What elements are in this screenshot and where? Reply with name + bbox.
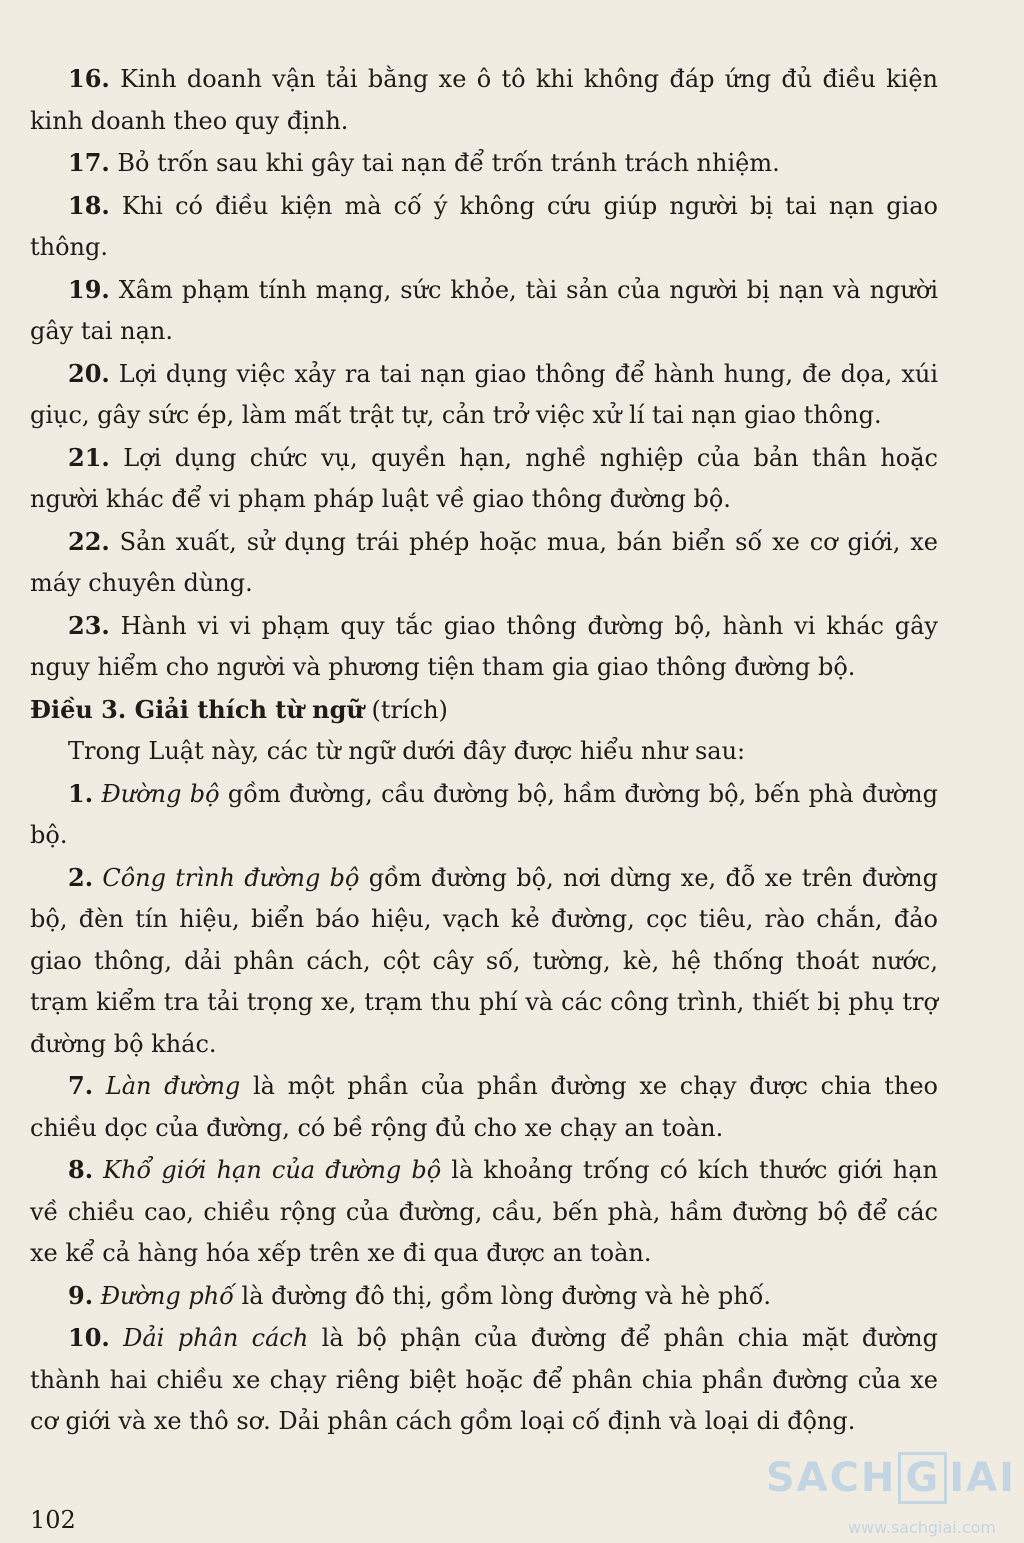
definition-7	[30, 1065, 938, 1149]
definition-number: 7.	[68, 1071, 94, 1100]
item-number: 23.	[68, 610, 110, 640]
article-item-16	[30, 58, 938, 142]
item-text: Lợi dụng chức vụ, quyền hạn, nghề nghiệp của bản thân hoặc người khác để vi phạm pháp luật về giao thông đường bộ.	[30, 443, 938, 513]
item-number: 22.	[68, 526, 110, 556]
definition-term: Làn đường	[93, 1072, 241, 1100]
definition-term: Công trình đường bộ	[93, 863, 360, 892]
definition-text: gồm đường bộ, nơi dừng xe, đỗ xe trên đường bộ, đèn tín hiệu, biển báo hiệu, vạch kẻ đường, cọc tiêu, rào chắn, đảo giao thông, dải phân cách, cột cây số, tường, kè, hệ thống thoát nước, trạm kiểm tra tải trọng xe, trạm thu phí và các công trình, thiết bị phụ trợ đường bộ khác.	[30, 863, 938, 1058]
item-text: Hành vi vi phạm quy tắc giao thông đường bộ, hành vi khác gây nguy hiểm cho người và phương tiện tham gia giao thông đường bộ.	[30, 611, 938, 681]
item-text: Xâm phạm tính mạng, sức khỏe, tài sản của người bị nạn và người gây tai nạn.	[30, 275, 938, 345]
definition-text: là đường đô thị, gồm lòng đường và hè phố.	[233, 1281, 772, 1310]
watermark-url: www.sachgiai.com	[847, 1518, 996, 1537]
definition-number: 8.	[68, 1155, 94, 1184]
item-number: 16.	[68, 64, 110, 93]
heading-note: (trích)	[363, 695, 448, 724]
definition-text: là khoảng trống có kích thước giới hạn về chiều cao, chiều rộng của đường, cầu, bến phà, hầm đường bộ để các xe kể cả hàng hóa xếp trên xe đi qua được an toàn.	[30, 1156, 938, 1267]
article-item-18	[30, 185, 938, 269]
article-item-19	[30, 269, 938, 353]
item-text: Bỏ trốn sau khi gây tai nạn để trốn tránh trách nhiệm.	[109, 149, 780, 177]
article-item-23	[30, 605, 938, 689]
item-number: 18.	[68, 190, 110, 220]
definition-number: 2.	[68, 862, 94, 892]
definition-term: Đường bộ	[93, 779, 220, 808]
watermark-logo-left: SACH	[765, 1455, 897, 1501]
article-item-17	[30, 142, 938, 185]
heading-title: Điều 3. Giải thích từ ngữ	[30, 694, 364, 724]
definition-term: Đường phố	[93, 1281, 234, 1310]
article-item-20	[30, 353, 938, 437]
watermark-logo-right: IAI	[949, 1455, 1016, 1501]
definition-number: 1.	[68, 778, 94, 808]
definition-text: là bộ phận của đường để phân chia mặt đường thành hai chiều xe chạy riêng biệt hoặc để phân chia phần đường của xe cơ giới và xe thô sơ. Dải phân cách gồm loại cố định và loại di động.	[30, 1324, 938, 1435]
definition-text: gồm đường, cầu đường bộ, hầm đường bộ, bến phà đường bộ.	[30, 779, 938, 849]
definition-9	[30, 1275, 938, 1318]
definition-number: 9.	[68, 1280, 94, 1310]
document-page	[30, 58, 938, 1443]
item-text: Lợi dụng việc xảy ra tai nạn giao thông để hành hung, đe dọa, xúi giục, gây sức ép, làm mất trật tự, cản trở việc xử lí tai nạn giao thông.	[30, 359, 938, 429]
section-heading	[30, 689, 938, 732]
definition-8	[30, 1149, 938, 1275]
definition-text: là một phần của phần đường xe chạy được chia theo chiều dọc của đường, có bề rộng đủ cho xe chạy an toàn.	[30, 1072, 938, 1142]
item-text: Sản xuất, sử dụng trái phép hoặc mua, bán biển số xe cơ giới, xe máy chuyên dùng.	[30, 527, 938, 597]
item-text: Kinh doanh vận tải bằng xe ô tô khi không đáp ứng đủ điều kiện kinh doanh theo quy định.	[30, 65, 938, 135]
article-item-22	[30, 521, 938, 605]
item-number: 21.	[68, 442, 110, 472]
article-item-21	[30, 437, 938, 521]
definition-number: 10.	[68, 1323, 110, 1352]
item-number: 19.	[68, 274, 110, 304]
item-number: 17.	[68, 148, 110, 177]
definition-10	[30, 1317, 938, 1443]
item-text: Khi có điều kiện mà cố ý không cứu giúp người bị tai nạn giao thông.	[30, 191, 938, 261]
definition-term: Dải phân cách	[109, 1324, 309, 1352]
watermark	[766, 1452, 1016, 1537]
definition-term: Khổ giới hạn của đường bộ	[93, 1156, 442, 1184]
definition-2	[30, 857, 938, 1066]
watermark-logo-box: G	[898, 1452, 947, 1504]
item-number: 20.	[68, 358, 110, 388]
page-number: 102	[30, 1506, 76, 1534]
watermark-logo	[766, 1452, 1016, 1504]
intro-text: Trong Luật này, các từ ngữ dưới đây được hiểu như sau:	[68, 737, 746, 765]
definition-1	[30, 773, 938, 857]
